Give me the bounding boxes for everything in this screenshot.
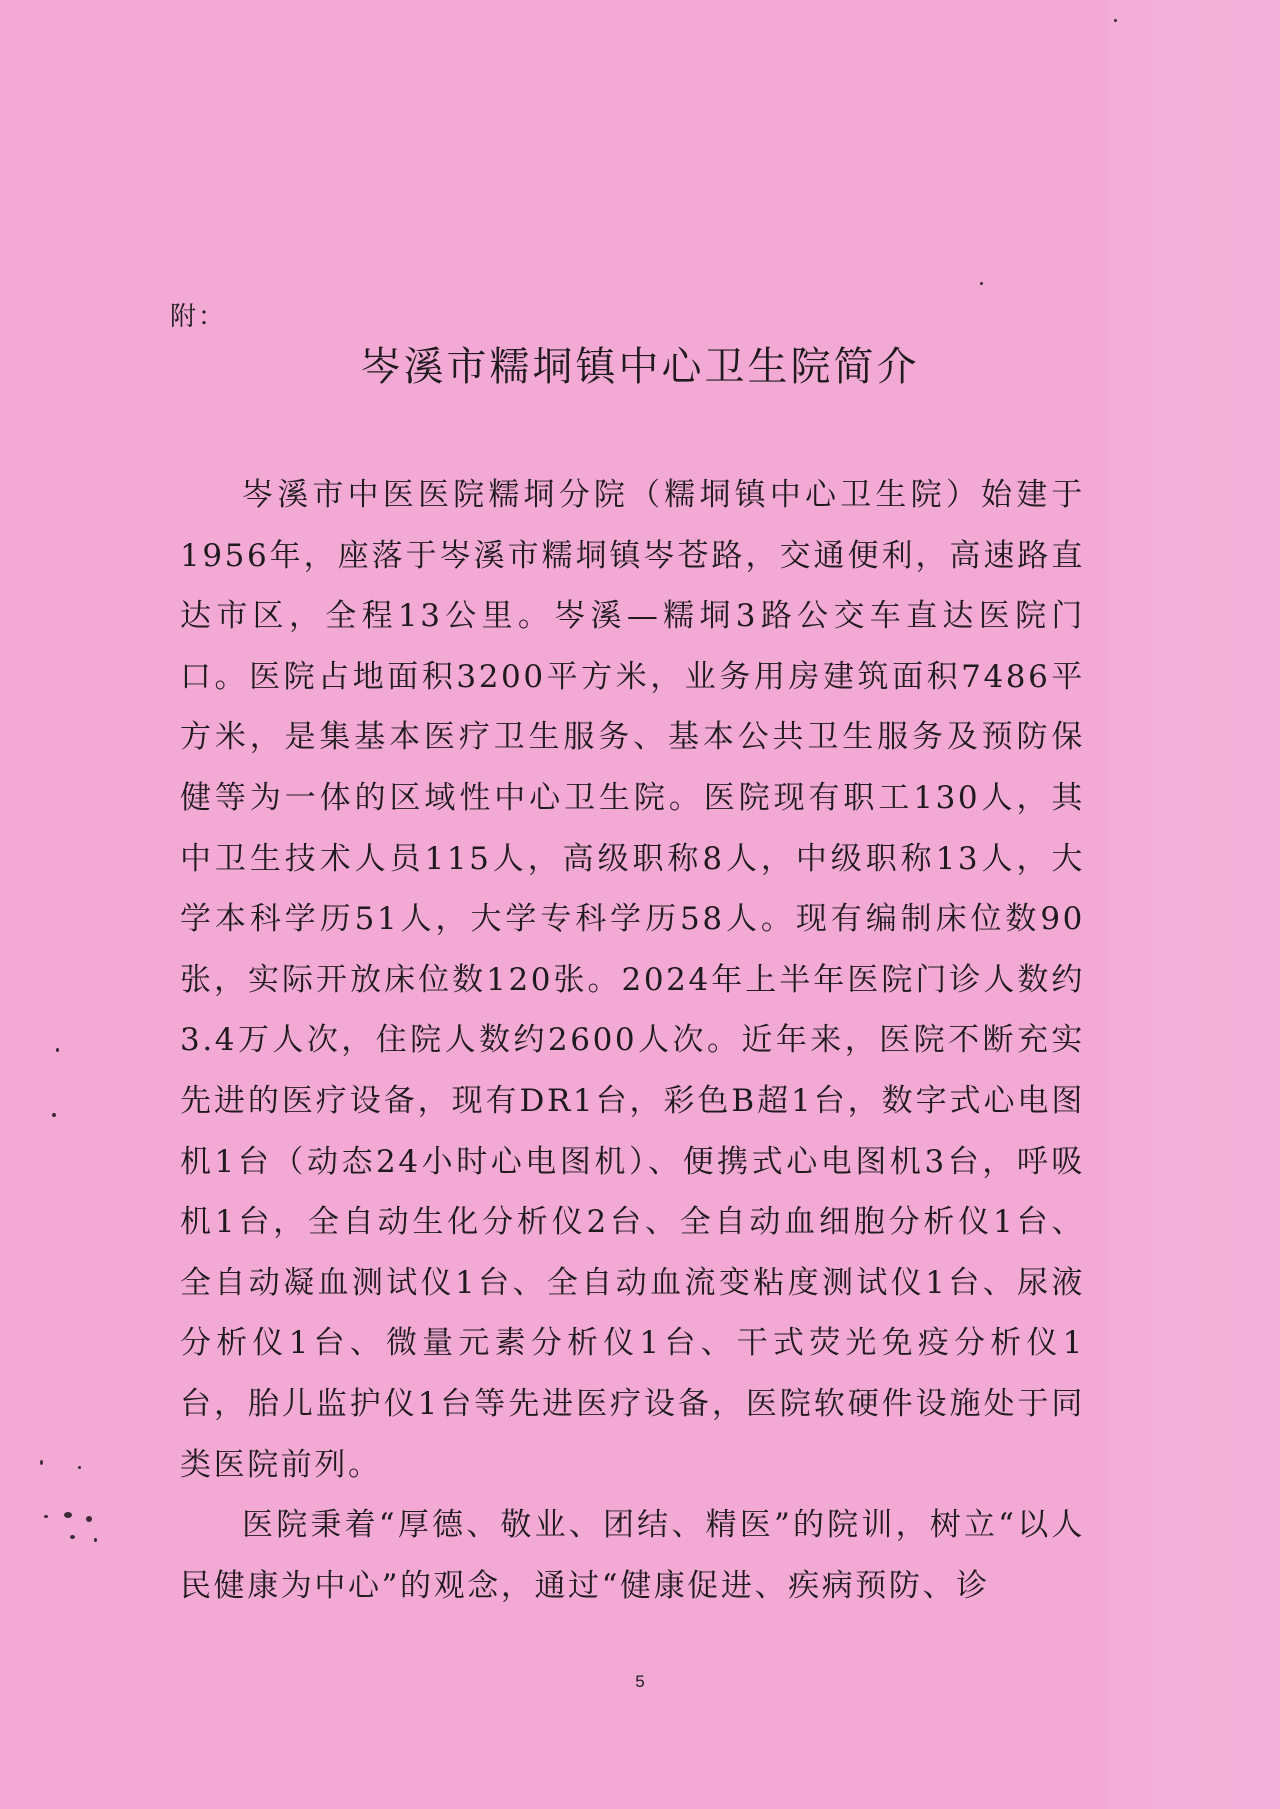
document-title: 岑溪市糯垌镇中心卫生院简介 (360, 344, 920, 390)
document-body (180, 465, 1085, 1616)
scan-speck (980, 282, 983, 285)
scan-speck (1114, 19, 1117, 22)
scan-speck (56, 1048, 59, 1052)
page-number: 5 (635, 1672, 645, 1691)
scan-speck (44, 1515, 48, 1518)
annex-label: 附： (170, 302, 227, 332)
scan-speck (78, 1466, 81, 1469)
scan-speck (52, 1113, 56, 1117)
paper-fold-shade (1108, 0, 1280, 1809)
body-paragraph-1: 岑溪市中医医院糯垌分院（糯垌镇中心卫生院）始建于1956年，座落于岑溪市糯垌镇岑苍路，交通便利，高速路直达市区，全程13公里。岑溪—糯垌3路公交车直达医院门口。医院占地面积3200平方米，业务用房建筑面积7486平方米，是集基本医疗卫生服务、基本公共卫生服务及预防保健等为一体的区域性中心卫生院。医院现有职工130人，其中卫生技术人员115人，高级职称8人，中级职称13人，大学本科学历51人，大学专科学历58人。现有编制床位数90张，实际开放床位数120张。2024年上半年医院门诊人数约3.4万人次，住院人数约2600人次。近年来，医院不断充实先进的医疗设备，现有DR1台，彩色B超1台，数字式心电图机1台（动态24小时心电图机）、便携式心电图机3台，呼吸机1台，全自动生化分析仪2台、全自动血细胞分析仪1台、全自动凝血测试仪1台、全自动血流变粘度测试仪1台、尿液分析仪1台、微量元素分析仪1台、干式荧光免疫分析仪1台，胎儿监护仪1台等先进医疗设备，医院软硬件设施处于同类医院前列。 (180, 477, 1085, 1483)
scan-speck (94, 1538, 97, 1542)
body-paragraph-2: 医院秉着“厚德、敬业、团结、精医”的院训，树立“以人民健康为中心”的观念，通过“健康促进、疾病预防、诊 (180, 1507, 1085, 1604)
scan-speck (70, 1535, 75, 1539)
scan-speck (86, 1516, 92, 1522)
scan-speck (40, 1460, 43, 1465)
scan-speck (64, 1512, 72, 1518)
